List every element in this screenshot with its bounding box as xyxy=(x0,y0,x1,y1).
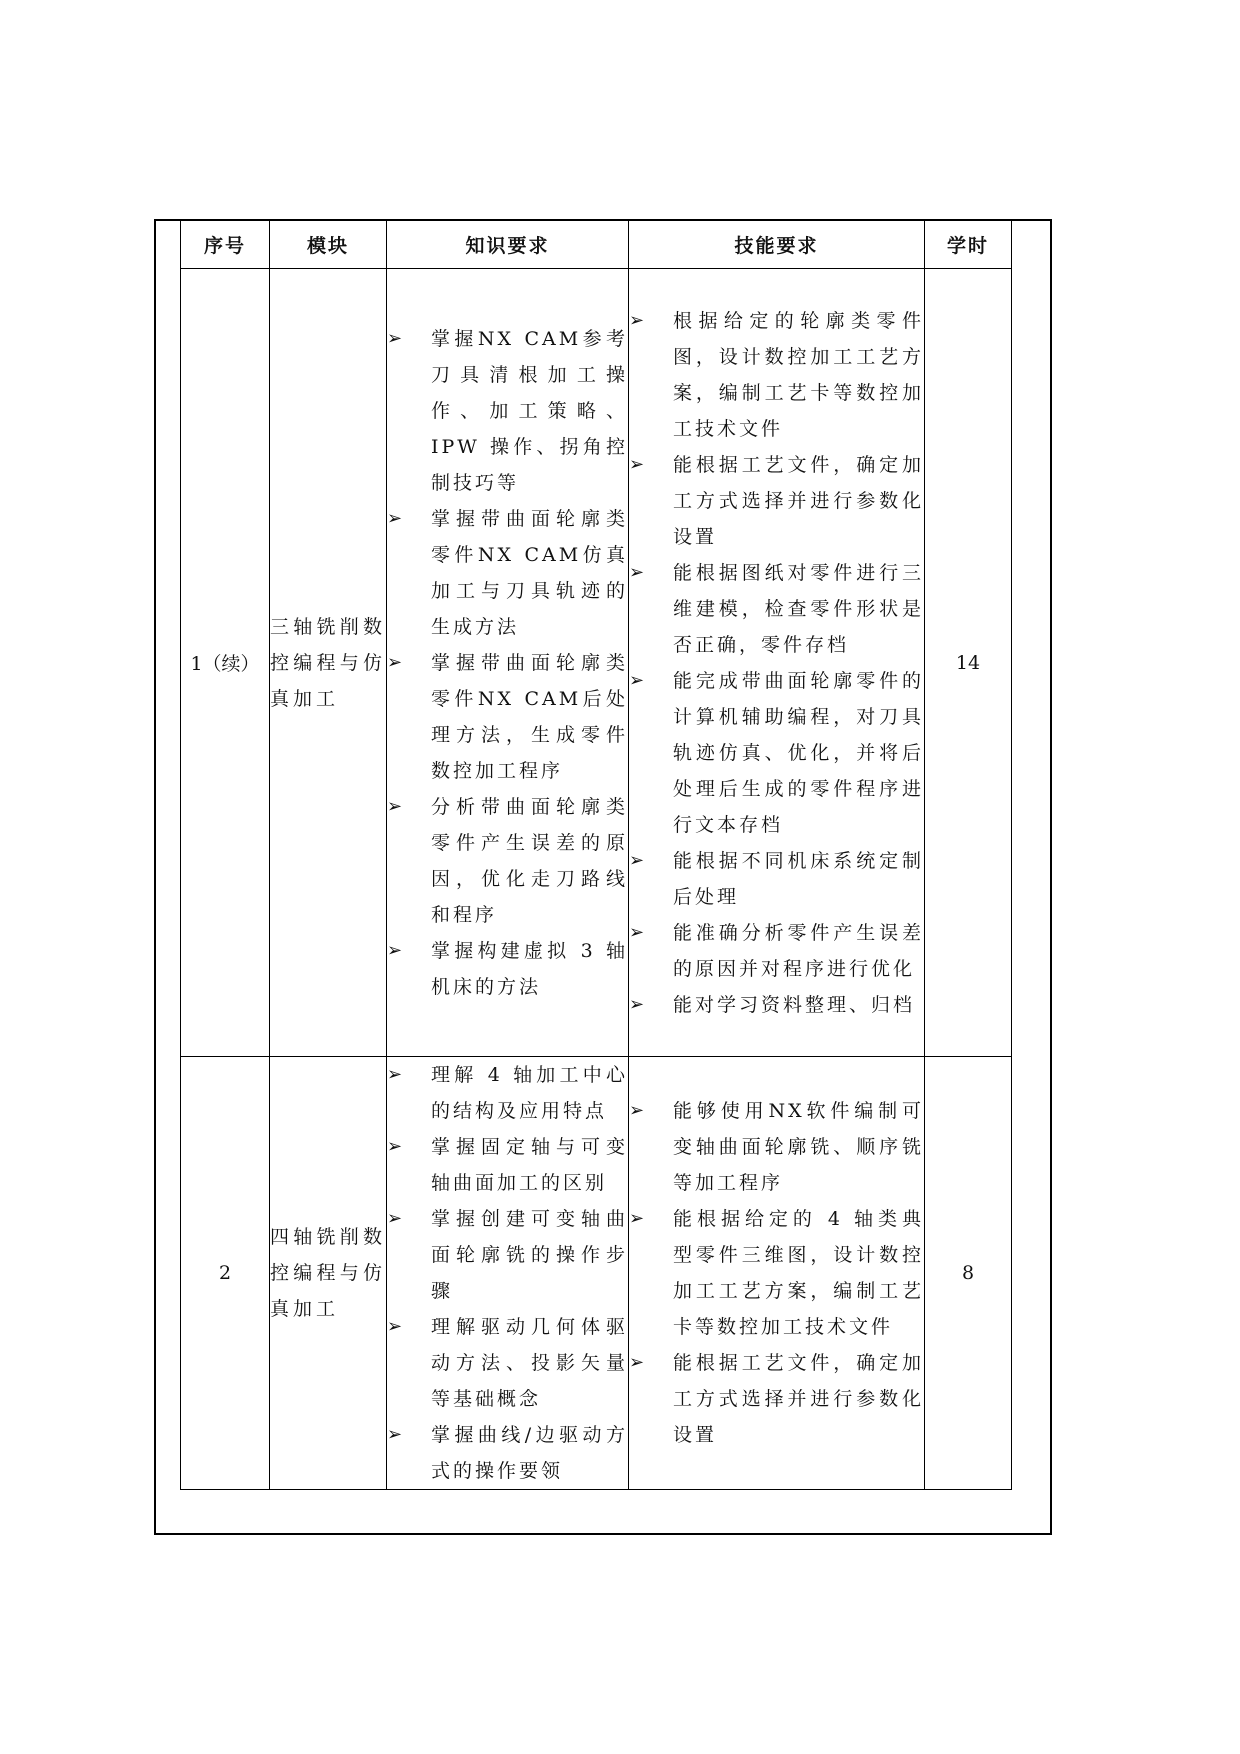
list-item xyxy=(629,555,924,663)
list-item-text: 掌握带曲面轮廓类零件NX CAM后处理方法，生成零件数控加工程序 xyxy=(431,651,628,782)
list-item xyxy=(387,1417,628,1489)
list-item-text: 能根据图纸对零件进行三维建模，检查零件形状是否正确，零件存档 xyxy=(673,561,924,656)
header-row xyxy=(181,220,1012,269)
list-item-text: 理解驱动几何体驱动方法、投影矢量等基础概念 xyxy=(431,1316,628,1410)
list-item xyxy=(387,1057,628,1129)
list-item-text: 能完成带曲面轮廓零件的计算机辅助编程，对刀具轨迹仿真、优化，并将后处理后生成的零件程序进行文本存档 xyxy=(673,669,924,836)
arrow-bullet-icon: ➢ xyxy=(387,327,406,349)
skill-list xyxy=(629,303,924,1023)
arrow-bullet-icon: ➢ xyxy=(629,921,648,943)
arrow-bullet-icon: ➢ xyxy=(387,1316,406,1337)
list-item xyxy=(387,645,628,789)
header-seq: 序号 xyxy=(181,220,270,269)
curriculum-table xyxy=(180,219,1012,1490)
list-item-text: 能准确分析零件产生误差的原因并对程序进行优化 xyxy=(673,921,924,980)
arrow-bullet-icon: ➢ xyxy=(629,309,648,331)
seq-cell: 1（续） xyxy=(181,269,270,1057)
list-item xyxy=(387,1201,628,1309)
arrow-bullet-icon: ➢ xyxy=(387,1064,406,1085)
list-item xyxy=(387,501,628,645)
list-item-text: 掌握固定轴与可变轴曲面加工的区别 xyxy=(431,1136,628,1194)
list-item-text: 掌握带曲面轮廓类零件NX CAM仿真加工与刀具轨迹的生成方法 xyxy=(431,507,628,638)
list-item xyxy=(629,1201,924,1345)
arrow-bullet-icon: ➢ xyxy=(387,1424,406,1445)
list-item xyxy=(629,663,924,843)
list-item xyxy=(387,1129,628,1201)
table-row xyxy=(181,1057,1012,1490)
list-item-text: 能根据工艺文件，确定加工方式选择并进行参数化设置 xyxy=(673,1352,924,1446)
list-item xyxy=(387,933,628,1005)
list-item-text: 能根据不同机床系统定制后处理 xyxy=(673,849,924,908)
arrow-bullet-icon: ➢ xyxy=(629,849,648,871)
list-item xyxy=(387,1309,628,1417)
list-item-text: 能对学习资料整理、归档 xyxy=(673,993,916,1016)
table-row xyxy=(181,269,1012,1057)
header-knowledge: 知识要求 xyxy=(387,220,629,269)
list-item xyxy=(629,915,924,987)
module-cell: 四轴铣削数控编程与仿真加工 xyxy=(270,1057,387,1490)
list-item xyxy=(629,987,924,1023)
list-item xyxy=(387,789,628,933)
list-item xyxy=(629,303,924,447)
header-module: 模块 xyxy=(270,220,387,269)
list-item-text: 能根据工艺文件，确定加工方式选择并进行参数化设置 xyxy=(673,453,924,548)
arrow-bullet-icon: ➢ xyxy=(387,1208,406,1229)
skill-list xyxy=(629,1093,924,1453)
seq-cell: 2 xyxy=(181,1057,270,1490)
arrow-bullet-icon: ➢ xyxy=(387,1136,406,1157)
arrow-bullet-icon: ➢ xyxy=(387,651,406,673)
list-item-text: 掌握创建可变轴曲面轮廓铣的操作步骤 xyxy=(431,1208,628,1302)
header-hours: 学时 xyxy=(925,220,1012,269)
skill-cell xyxy=(629,269,925,1057)
arrow-bullet-icon: ➢ xyxy=(387,795,406,817)
arrow-bullet-icon: ➢ xyxy=(387,939,406,961)
list-item xyxy=(629,843,924,915)
list-item xyxy=(387,321,628,501)
list-item xyxy=(629,1093,924,1201)
arrow-bullet-icon: ➢ xyxy=(387,507,406,529)
arrow-bullet-icon: ➢ xyxy=(629,453,648,475)
hours-cell: 14 xyxy=(925,269,1012,1057)
hours-cell: 8 xyxy=(925,1057,1012,1490)
list-item xyxy=(629,447,924,555)
arrow-bullet-icon: ➢ xyxy=(629,669,648,691)
list-item-text: 掌握曲线/边驱动方式的操作要领 xyxy=(431,1424,628,1482)
knowledge-cell xyxy=(387,269,629,1057)
arrow-bullet-icon: ➢ xyxy=(629,1352,648,1373)
list-item-text: 根据给定的轮廓类零件图，设计数控加工工艺方案，编制工艺卡等数控加工技术文件 xyxy=(673,309,924,440)
list-item-text: 分析带曲面轮廓类零件产生误差的原因，优化走刀路线和程序 xyxy=(431,795,628,926)
arrow-bullet-icon: ➢ xyxy=(629,1100,648,1121)
list-item-text: 理解 4 轴加工中心的结构及应用特点 xyxy=(431,1064,628,1122)
list-item-text: 能根据给定的 4 轴类典型零件三维图，设计数控加工工艺方案，编制工艺卡等数控加工技术文件 xyxy=(673,1208,924,1338)
knowledge-list xyxy=(387,1057,628,1489)
module-cell: 三轴铣削数控编程与仿真加工 xyxy=(270,269,387,1057)
list-item xyxy=(629,1345,924,1453)
arrow-bullet-icon: ➢ xyxy=(629,993,648,1015)
header-skill: 技能要求 xyxy=(629,220,925,269)
list-item-text: 能够使用NX软件编制可变轴曲面轮廓铣、顺序铣等加工程序 xyxy=(673,1100,924,1194)
list-item-text: 掌握NX CAM参考刀具清根加工操作、加工策略、IPW 操作、拐角控制技巧等 xyxy=(431,327,628,494)
knowledge-cell xyxy=(387,1057,629,1490)
list-item-text: 掌握构建虚拟 3 轴机床的方法 xyxy=(431,939,628,998)
knowledge-list xyxy=(387,321,628,1005)
arrow-bullet-icon: ➢ xyxy=(629,561,648,583)
skill-cell xyxy=(629,1057,925,1490)
arrow-bullet-icon: ➢ xyxy=(629,1208,648,1229)
